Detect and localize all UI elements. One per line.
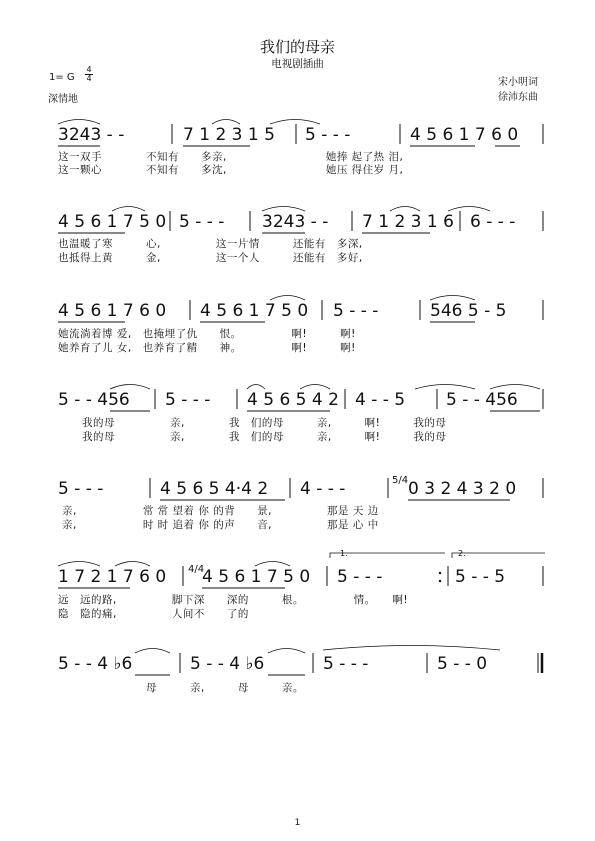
- slur: [300, 385, 330, 390]
- song-subtitle: 电视剧插曲: [271, 58, 324, 70]
- notes-line-6-measure-3: 5 - - -: [337, 567, 383, 587]
- slur: [262, 207, 305, 212]
- lyrics-line-3-verse-1: 她流淌着博 爱, 也掩埋了仇 恨。 啊! 啊!: [58, 328, 356, 340]
- repeat-dot: [439, 580, 441, 582]
- slur: [430, 296, 475, 301]
- notes-line-4-measure-1: 5 - - 456: [58, 390, 130, 410]
- song-title: 我们的母亲: [259, 38, 335, 56]
- notes-line-4-measure-2: 5 - - -: [165, 390, 211, 410]
- slur: [58, 120, 100, 125]
- slur: [115, 562, 150, 567]
- slur: [247, 385, 265, 390]
- notes-line-2-measure-4: 7 1 2 3 1 6: [362, 212, 454, 232]
- notes-line-2-measure-3: 3243 - -: [262, 212, 329, 232]
- slur: [415, 385, 475, 390]
- notes-line-2-measure-1: 4 5 6 1 7 5 0: [58, 212, 167, 232]
- notes-line-3-measure-3: 5 - - -: [333, 301, 379, 321]
- notes-line-6-measure-1: 1 7 2 1 7 6 0: [58, 567, 167, 587]
- notes-line-2-measure-5: 6 - - -: [470, 212, 516, 232]
- lyrics-line-7: 母 亲, 母 亲。: [146, 682, 304, 694]
- slur: [270, 296, 305, 301]
- notes-line-1-measure-2: 7 1 2 3 1 5: [183, 125, 275, 145]
- volta-bracket-2: [452, 553, 545, 558]
- lyrics-line-6-verse-1: 远 远的路, 脚下深 深的 根。 情。 啊!: [58, 594, 409, 606]
- notes-line-6-measure-4: 5 - - 5: [455, 567, 506, 587]
- slur: [255, 562, 290, 567]
- slur: [323, 646, 500, 651]
- expression-mark: 深情地: [48, 94, 78, 105]
- slur: [268, 649, 305, 654]
- composer-credit: 徐沛东曲: [498, 92, 538, 103]
- notes-line-1-measure-3: 5 - - -: [305, 125, 351, 145]
- meter-change-5-4: 5/4: [392, 475, 409, 486]
- lyricist-credit: 宋小明词: [498, 77, 538, 88]
- notes-line-5-measure-4: 0 3 2 4 3 2 0: [408, 479, 517, 499]
- notes-line-7-measure-4: 5 - - 0: [437, 654, 488, 674]
- notes-line-1-measure-4: 4 5 6 1 7 6 0: [410, 125, 519, 145]
- ending-1-label: 1.: [340, 549, 348, 558]
- notes-line-1-measure-1: 3243 - -: [58, 125, 125, 145]
- repeat-dot: [439, 572, 441, 574]
- notes-line-7-measure-2: 5 - - 4 ♭6: [190, 654, 265, 674]
- lyrics-line-3-verse-2: 她养育了儿 女, 也养育了精 神。 啊! 啊!: [58, 342, 356, 354]
- notes-line-4-measure-5: 5 - - 456: [446, 390, 518, 410]
- slur: [110, 385, 150, 390]
- notes-line-5-measure-1: 5 - - -: [58, 479, 104, 499]
- notes-line-3-measure-1: 4 5 6 1 7 6 0: [58, 301, 167, 321]
- lyrics-line-4-verse-2: 我的母 亲, 我 们的母 亲, 啊! 我的母: [82, 431, 447, 443]
- notes-line-5-measure-2: 4 5 6 5 4·4 2: [160, 479, 269, 499]
- lyrics-line-5-verse-2: 亲, 时 时 追着 你 的声 音, 那是 心 中: [62, 519, 379, 531]
- lyrics-line-4-verse-1: 我的母 亲, 我 们的母 亲, 啊! 我的母: [82, 417, 447, 429]
- lyrics-line-2-verse-2: 也抵得上黄 金, 这一个人 还能有 多好,: [58, 252, 363, 264]
- slur: [390, 207, 420, 212]
- slur: [212, 120, 240, 125]
- notes-line-4-measure-3: 4 5 6 5 4 2: [247, 390, 339, 410]
- slur: [490, 385, 540, 390]
- slur: [112, 207, 145, 212]
- notes-line-3-measure-2: 4 5 6 1 7 5 0: [200, 301, 309, 321]
- key-signature: 1= G: [49, 72, 75, 83]
- notes-line-7-measure-3: 5 - - -: [323, 654, 369, 674]
- notes-line-3-measure-4: 546 5 - 5: [430, 301, 507, 321]
- lyrics-line-5-verse-1: 亲, 常 常 望着 你 的背 景, 那是 天 边: [62, 505, 379, 517]
- notes-line-5-measure-3: 4 - - -: [300, 479, 346, 499]
- page-number: 1: [294, 818, 301, 828]
- slur: [135, 649, 170, 654]
- notes-line-4-measure-4: 4 - - 5: [355, 390, 406, 410]
- lyrics-line-6-verse-2: 隐 隐的痛, 人间不 了的: [58, 608, 249, 620]
- time-signature-bottom: 4: [86, 74, 92, 83]
- slur: [58, 562, 100, 567]
- notes-line-2-measure-2: 5 - - -: [179, 212, 225, 232]
- meter-change-4-4: 4/4: [188, 564, 205, 575]
- lyrics-line-1-verse-2: 这一颗心 不知有 多沈, 她压 得住岁 月,: [58, 164, 404, 176]
- ending-2-label: 2.: [458, 549, 466, 558]
- notes-line-7-measure-1: 5 - - 4 ♭6: [58, 654, 133, 674]
- slur: [270, 120, 320, 125]
- slur: [448, 207, 490, 212]
- time-signature-top: 4: [86, 65, 92, 74]
- notes-line-6-measure-2: 4 5 6 1 7 5 0: [202, 567, 311, 587]
- lyrics-line-1-verse-1: 这一双手 不知有 多亲, 她捧 起了热 泪,: [58, 151, 404, 163]
- lyrics-line-2-verse-1: 也温暖了寒 心, 这一片情 还能有 多深,: [58, 238, 363, 250]
